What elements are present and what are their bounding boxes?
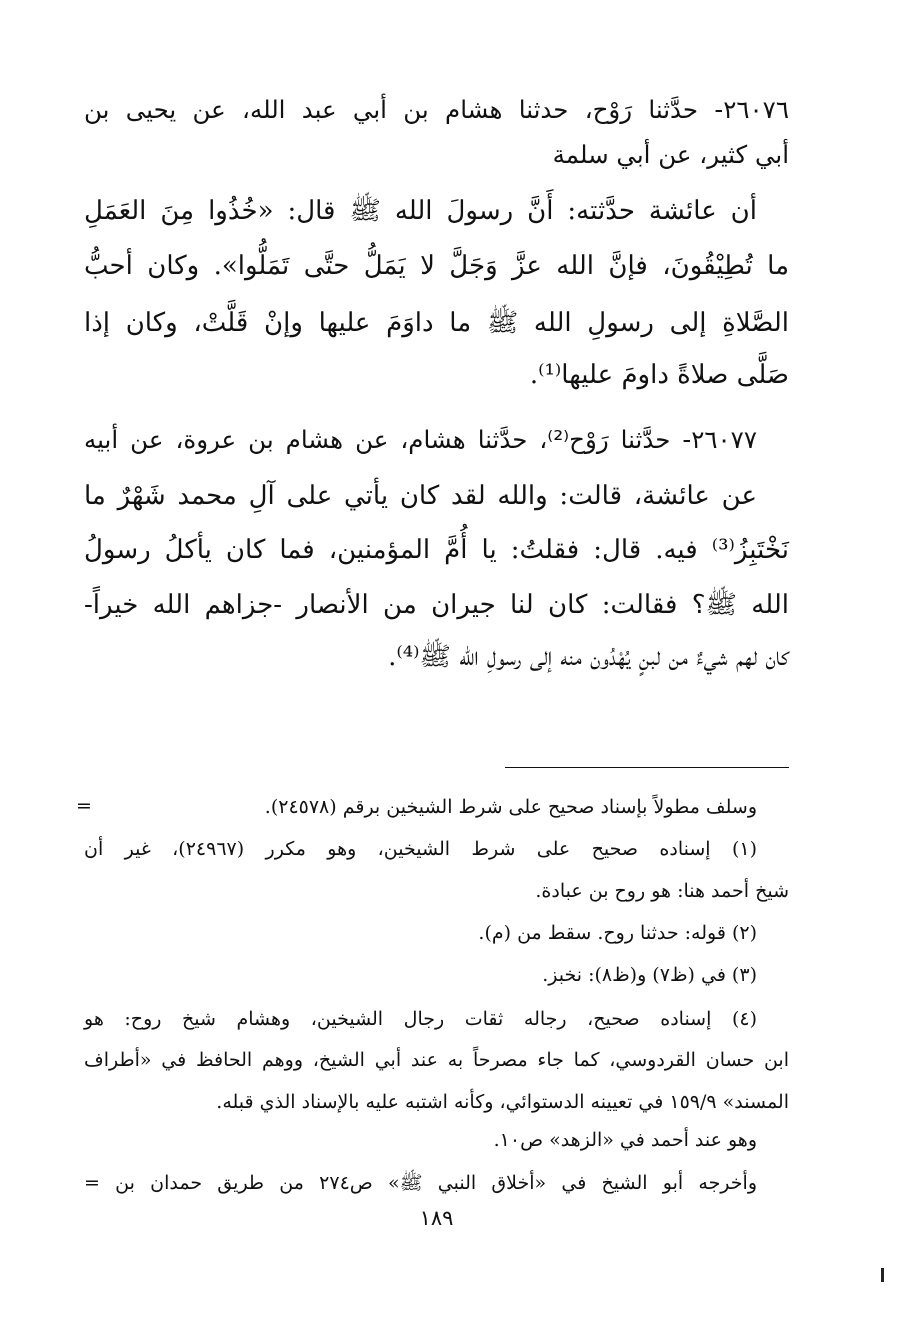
hadith-isnad-line: ٢٦٠٧٦- حدَّثنا رَوْح، حدثنا هشام بن أبي عبد الله، عن يحيى بن <box>84 95 789 124</box>
hadith-isnad-line: ٢٦٠٧٧- حدَّثنا رَوْح⁽²⁾، حدَّثنا هشام، عن هشام بن عروة، عن أبيه <box>84 425 757 454</box>
book-page <box>76 0 790 1337</box>
footnote-line: وسلف مطولاً بإسناد صحيح على شرط الشيخين برقم (٢٤٥٧٨). <box>264 796 757 818</box>
footnote-line: (٣) في (ظ٧) و(ظ٨): نخبز. <box>542 964 757 986</box>
continuation-mark: = <box>76 795 92 817</box>
footnote-line: شيخ أحمد هنا: هو روح بن عبادة. <box>535 880 789 902</box>
page-number: ١٨٩ <box>419 1206 454 1230</box>
margin-mark <box>881 1268 884 1282</box>
footnote-line: وأخرجه أبو الشيخ في «أخلاق النبي ﷺ» ص٢٧٤ من طريق حمدان بن = <box>84 1172 757 1194</box>
hadith-isnad-line: أبي كثير، عن أبي سلمة <box>552 140 789 169</box>
footnote-line: وهو عند أحمد في «الزهد» ص١٠. <box>493 1129 757 1151</box>
hadith-matn-line: صَلَّى صلاةً داومَ عليها⁽¹⁾. <box>529 360 789 390</box>
hadith-matn-line: الصَّلاةِ إلى رسولِ الله ﷺ ما داوَمَ عليها وإنْ قَلَّتْ، وكان إذا <box>84 308 789 338</box>
footnote-separator <box>505 767 789 768</box>
hadith-matn-line: عن عائشة، قالت: والله لقد كان يأتي على آلِ محمد شَهْرٌ ما <box>84 481 757 511</box>
footnote-line: ابن حسان القردوسي، كما جاء مصرحاً به عند أبي الشيخ، ووهم الحافظ في «أطراف <box>84 1049 789 1071</box>
hadith-matn-line: كان لهم شيءٌ من لبنٍ يُهْدُون منه إلى رسولِ الله ﷺ⁽⁴⁾. <box>388 642 789 672</box>
hadith-matn-line: نَخْتَبِزُ⁽³⁾ فيه. قال: فقلتُ: يا أُمَّ المؤمنين، فما كان يأكلُ رسولُ <box>84 535 789 565</box>
hadith-matn-line: أن عائشة حدَّثته: أَنَّ رسولَ الله ﷺ قال: «خُذُوا مِنَ العَمَلِ <box>84 196 757 226</box>
footnote-line: (٤) إسناده صحيح، رجاله ثقات رجال الشيخين، وهشام شيخ روح: هو <box>84 1008 757 1030</box>
footnote-line: (٢) قوله: حدثنا روح. سقط من (م). <box>478 922 757 944</box>
hadith-matn-line: الله ﷺ؟ فقالت: كان لنا جيران من الأنصار -جزاهم الله خيراً- <box>84 590 789 620</box>
hadith-matn-line: ما تُطِيْقُونَ، فإنَّ الله عزَّ وَجَلَّ لا يَمَلُّ حتَّى تَمَلُّوا». وكان أحبُّ <box>84 251 790 281</box>
footnote-line: المسند» ١٥٩/٩ في تعيينه الدستوائي، وكأنه اشتبه عليه بالإسناد الذي قبله. <box>216 1091 789 1113</box>
footnote-line: (١) إسناده صحيح على شرط الشيخين، وهو مكرر (٢٤٩٦٧)، غير أن <box>84 838 757 860</box>
